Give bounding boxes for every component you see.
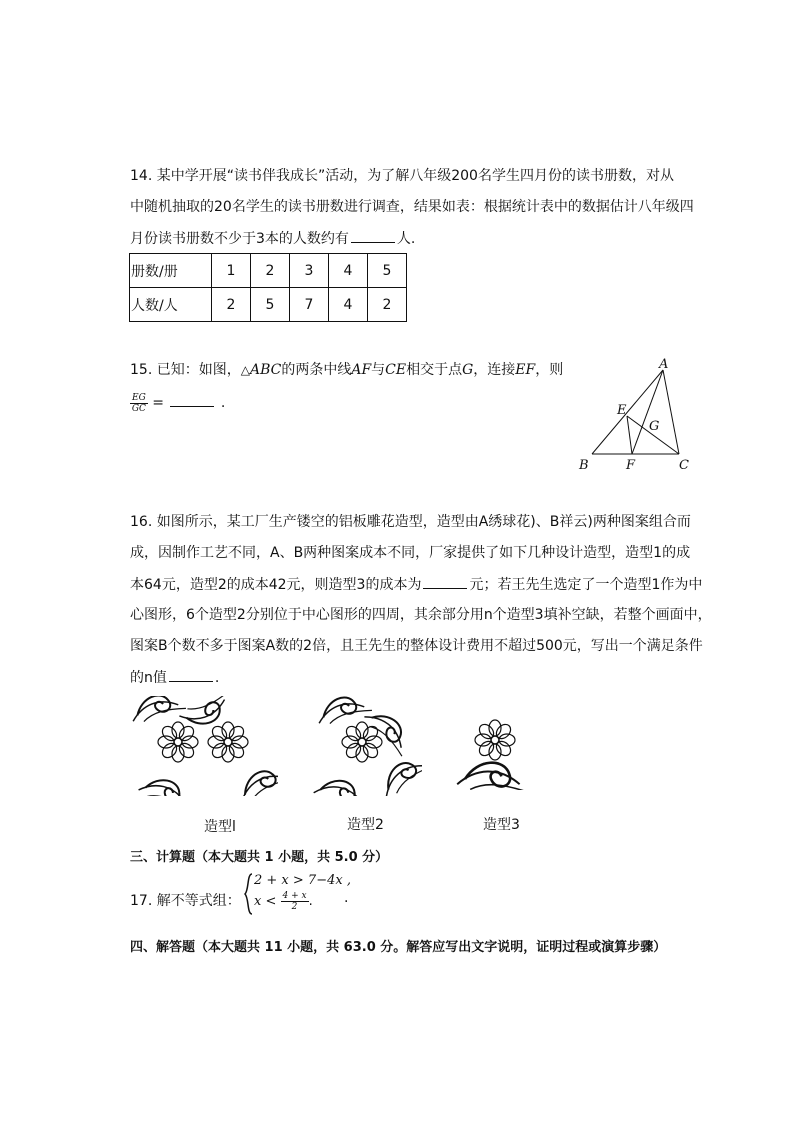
table-header-people: 人数/人: [130, 288, 212, 322]
label-G: G: [649, 419, 660, 434]
equals-sign: =: [152, 395, 164, 411]
label-C: C: [679, 458, 689, 473]
q15-var: AF: [351, 362, 372, 378]
q16-line-3-text: 本64元，造型2的成本42元，则造型3的成本为: [130, 577, 422, 593]
q16-line-6-text: 的n值: [130, 670, 167, 686]
table-cell: 5: [368, 254, 407, 288]
pattern-1-caption: 造型l: [204, 819, 236, 835]
q16-line-2: 成，因制作工艺不同，A、B两种图案成本不同，厂家提供了如下几种设计造型，造型1的成: [130, 545, 691, 561]
q15-var: ABC: [249, 362, 282, 378]
q15-answer-blank: [170, 392, 214, 407]
pattern-3-figure: [455, 710, 545, 790]
q15-ratio: [130, 392, 225, 414]
q16-line-6-end: .: [214, 670, 220, 686]
q16-line-3: [130, 574, 702, 595]
q14-line-3: [130, 228, 415, 249]
reading-stats-table: [129, 253, 407, 322]
table-cell: 5: [251, 288, 290, 322]
q16-answer-blank-2: [169, 667, 213, 682]
pattern-2-figure: [312, 696, 422, 796]
q17-label: 17. 解不等式组：: [130, 893, 241, 909]
label-A: A: [659, 358, 669, 372]
q14-answer-blank: [351, 228, 395, 243]
label-E: E: [617, 403, 627, 418]
q15-text: ，连接: [473, 362, 516, 378]
q14-line-2: 中随机抽取的20名学生的读书册数进行调查，结果如表：根据统计表中的数据估计八年级四: [130, 199, 694, 215]
q15-line-1: [130, 360, 563, 380]
pattern-2-caption: 造型2: [347, 817, 384, 833]
q16-line-1: 16. 如图所示，某工厂生产镂空的铝板雕花造型，造型由A绣球花)、B祥云)两种图案组合而: [130, 514, 691, 530]
q16-line-3-end: 元；若王先生选定了一个造型1作为中: [469, 577, 703, 593]
table-cell: 2: [251, 254, 290, 288]
label-F: F: [626, 458, 636, 473]
q15-text: 15. 已知：如图，: [130, 362, 241, 378]
table-cell: 2: [368, 288, 407, 322]
q15-text: 相交于点: [406, 362, 463, 378]
q16-answer-blank-1: [423, 574, 467, 589]
triangle-symbol: △: [240, 363, 250, 377]
section-4-heading: 四、解答题（本大题共 11 小题，共 63.0 分。解答应写出文字说明，证明过程或演算步骤）: [130, 940, 667, 955]
q17-inequality-1: 2 + x > 7−4x ,: [254, 873, 351, 888]
q15-var: G: [462, 362, 474, 378]
q15-text: ，则: [535, 362, 564, 378]
q14-line-3-text: 月份读书册数不少于3本的人数约有: [130, 231, 349, 247]
q16-line-5: 图案B个数不多于图案A数的2倍，且王先生的整体设计费用不超过500元，写出一个满足条件: [130, 638, 703, 654]
table-cell: 4: [329, 254, 368, 288]
table-cell: 2: [212, 288, 251, 322]
section-3-heading: 三、计算题（本大题共 1 小题，共 5.0 分）: [130, 850, 389, 865]
system-brace: [244, 872, 254, 916]
q17-trailing-period: .: [344, 890, 349, 906]
q15-text: 与: [371, 362, 386, 378]
q15-period: .: [220, 395, 226, 411]
q15-var: CE: [385, 362, 407, 378]
q15-fraction: $\frac{EG}{GC}$: [131, 392, 146, 414]
q14-line-3-end: 人.: [396, 231, 416, 247]
table-header-books: 册数/册: [130, 254, 212, 288]
q17-inequality-2: x < $\frac{4 + x}{2}$ .: [254, 891, 313, 912]
q17-fraction: $\frac{4 + x}{2}$: [282, 891, 307, 912]
table-row: [130, 288, 407, 322]
q15-text: 的两条中线: [281, 362, 352, 378]
label-B: B: [579, 458, 589, 473]
pattern-1-figure: [128, 696, 278, 796]
table-cell: 3: [290, 254, 329, 288]
table-cell: 7: [290, 288, 329, 322]
pattern-3-caption: 造型3: [483, 817, 520, 833]
table-cell: 1: [212, 254, 251, 288]
triangle-figure: [574, 358, 704, 476]
q16-line-6: [130, 667, 219, 688]
table-row: [130, 254, 407, 288]
table-cell: 4: [329, 288, 368, 322]
q15-var: EF: [515, 362, 536, 378]
q16-line-4: 心图形，6个造型2分别位于中心图形的四周，其余部分用n个造型3填补空缺，若整个画面中，: [130, 607, 712, 623]
q14-line-1: 14. 某中学开展“读书伴我成长”活动，为了解八年级200名学生四月份的读书册数，对从: [130, 168, 674, 184]
